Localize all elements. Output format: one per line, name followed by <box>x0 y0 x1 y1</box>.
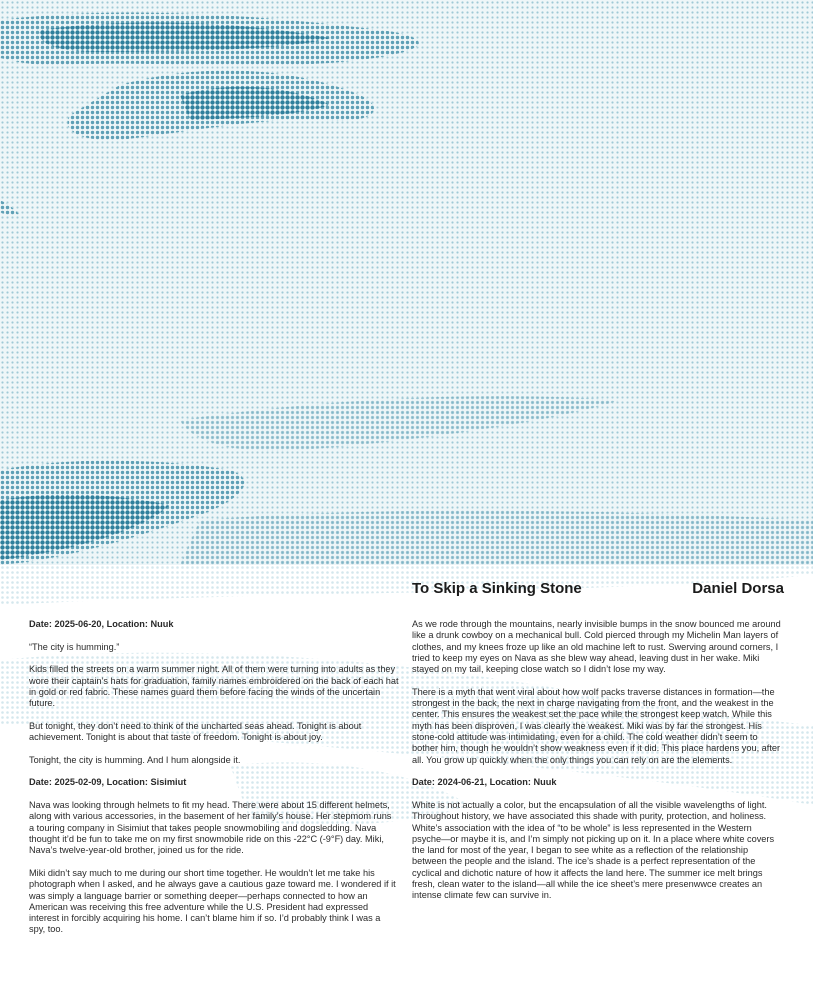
paragraph: But tonight, they don’t need to think of the uncharted seas ahead. Tonight is about achievement. Tonight is about that taste of freedom. Tonight is about joy. <box>29 720 362 743</box>
left-text-column <box>29 619 399 947</box>
paragraph: White is not actually a color, but the encapsulation of all the visible wavelengths of light. Throughout history, we have associated this shade with purity, protection, and holiness. White’s association with the idea of “to be whole” is less represented in the Western psyche—or maybe it is, and I’m simply not picking up on it. In a place where white covers the land for most of the year, I began to see white as a reflection of the relationship between the people and the island. The ice’s shade is a perfect representation of the cyclical and dichotic nature of how it affects the land here. The summer ice melt brings fresh, clean water to the island—all while the ice sheet’s mere presenwwce creates an intense climate few can survive in. <box>412 799 775 901</box>
article-header <box>412 580 784 602</box>
article-title: To Skip a Sinking Stone <box>412 580 582 597</box>
paragraph: “The city is humming.” <box>29 641 120 652</box>
paragraph: Tonight, the city is humming. And I hum alongside it. <box>29 754 241 765</box>
article-author: Daniel Dorsa <box>692 580 784 597</box>
paragraph: As we rode through the mountains, nearly invisible bumps in the snow bounced me around like a drunk cowboy on a mechanical bull. Cold pierced through my Michelin Man layers of clothes, and my knees froze up like an old machine left to rust. Swerving around corners, I tried to keep my eyes on Nava as she blew way ahead, leaving dust in her wake. Miki stayed on my tail, keeping close watch so I didn’t lose my way. <box>412 619 781 675</box>
paragraph: There is a myth that went viral about how wolf packs traverse distances in formation—the strongest in the back, the next in charge navigating from the front, and the weakest in the center. This ensures the weakest set the pace while the strongest keep watch. While this myth has been disproven, I was clearly the weakest. Miki was by far the strongest. His stone-cold attitude was intimidating, even for a child. The cold weather didn’t seem to bother him, though he wouldn’t show weakness even if it did. This place hardens you, after all. You grow up quickly when the only things you can rely on are the elements. <box>412 686 781 765</box>
paragraph: Nava was looking through helmets to fit my head. There were about 15 different helmets, along with various accessories, in the basement of her family’s house. Her stepmom runs a touring company in Sisimiut that takes people snowmobiling and dogsledding. Nava thought it’d be fun to take me on my first snowmobile ride on this -22°C (-9°F) day. Miki, Nava’s twelve-year-old brother, joined us for the ride. <box>29 800 392 856</box>
entry-date: Date: 2025-06-20, Location: Nuuk <box>29 619 174 629</box>
paragraph: Kids filled the streets on a warm summer night. All of them were turning into adults as they wore their captain’s hats for graduation, family names embroidered on the back of each hat in gold or red fabric. These names guard them before facing the winds of the uncertain future. <box>29 664 399 709</box>
entry-date: Date: 2024-06-21, Location: Nuuk <box>412 777 557 788</box>
right-text-column <box>412 619 782 913</box>
entry-date: Date: 2025-02-09, Location: Sisimiut <box>29 777 187 788</box>
paragraph: Miki didn’t say much to me during our short time together. He wouldn’t let me take his photograph when I asked, and he always gave a cautious gaze toward me. I wondered if it was simply a language barrier or something deeper—perhaps connected to how an American was receiving this free adventure while the U.S. President had expressed interest in forcibly acquiring his home. I can’t blame him if so. I’d probably think I was a spy, too. <box>29 867 396 935</box>
